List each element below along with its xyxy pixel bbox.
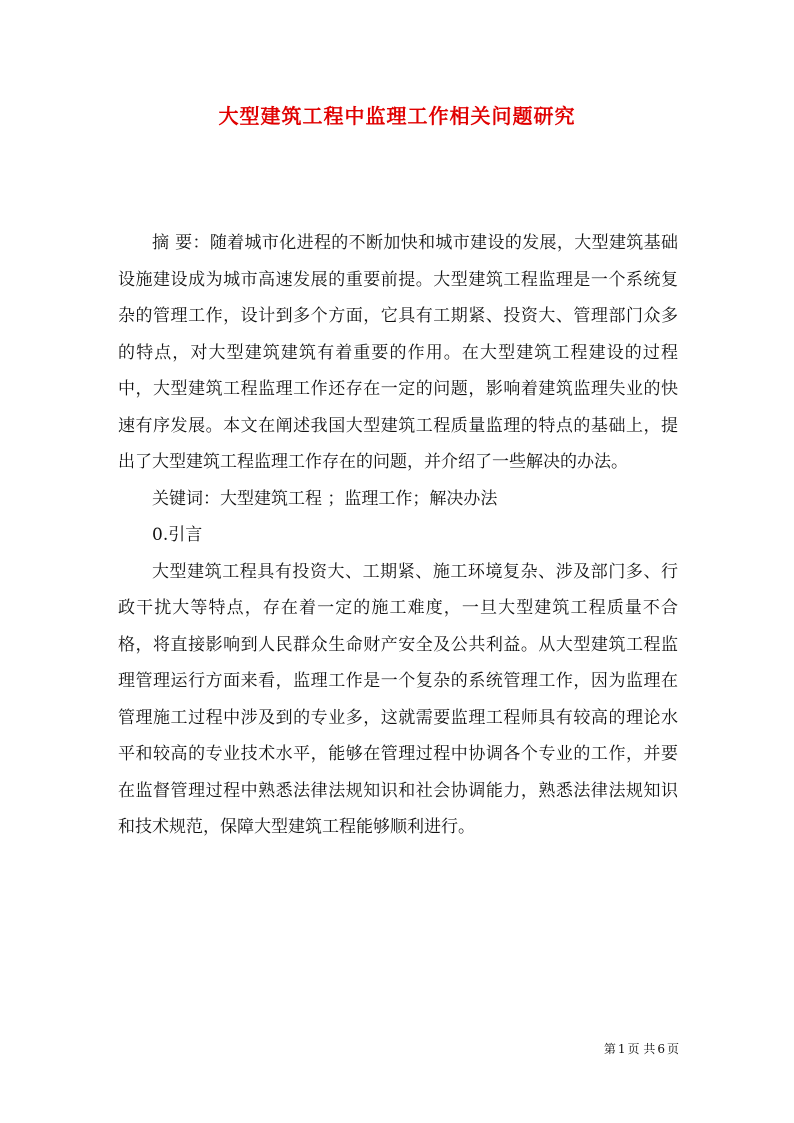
footer-current-page: 1: [617, 1042, 626, 1056]
document-body: [118, 225, 678, 846]
footer-prefix: 第: [603, 1042, 616, 1056]
footer-total-pages: 6: [657, 1042, 665, 1056]
footer-suffix: 页: [666, 1042, 679, 1056]
intro-paragraph: 大型建筑工程具有投资大、工期紧、施工环境复杂、涉及部门多、行政干扰大等特点，存在着一定的施工难度，一旦大型建筑工程质量不合格，将直接影响到人民群众生命财产安全及公共利益。从大型建筑工程监理管理运行方面来看，监理工作是一个复杂的系统管理工作，因为监理在管理施工过程中涉及到的专业多，这就需要监理工程师具有较高的理论水平和较高的专业技术水平，能够在管理过程中协调各个专业的工作，并要在监督管理过程中熟悉法律法规知识和社会协调能力，熟悉法律法规知识和技术规范，保障大型建筑工程能够顺利进行。: [118, 561, 678, 837]
keywords-line: 关键词：大型建筑工程 ；监理工作；解决办法: [152, 488, 498, 509]
abstract-label: 摘 要：: [152, 233, 210, 253]
abstract-text: 随着城市化进程的不断加快和城市建设的发展，大型建筑基础设施建设成为城市高速发展的重要前提。大型建筑工程监理是一个系统复杂的管理工作，设计到多个方面，它具有工期紧、投资大、管理部门众多的特点，对大型建筑建筑有着重要的作用。在大型建筑工程建设的过程中，大型建筑工程监理工作还存在一定的问题，影响着建筑监理失业的快速有序发展。本文在阐述我国大型建筑工程质量监理的特点的基础上，提出了大型建筑工程监理工作存在的问题，并介绍了一些解决的办法。: [118, 233, 679, 472]
section-heading: 0.引言: [152, 525, 203, 545]
footer-middle: 页 共: [627, 1042, 656, 1056]
page-footer: [560, 1040, 680, 1057]
document-title: 大型建筑工程中监理工作相关问题研究: [218, 104, 576, 128]
abstract-paragraph: [118, 225, 678, 481]
